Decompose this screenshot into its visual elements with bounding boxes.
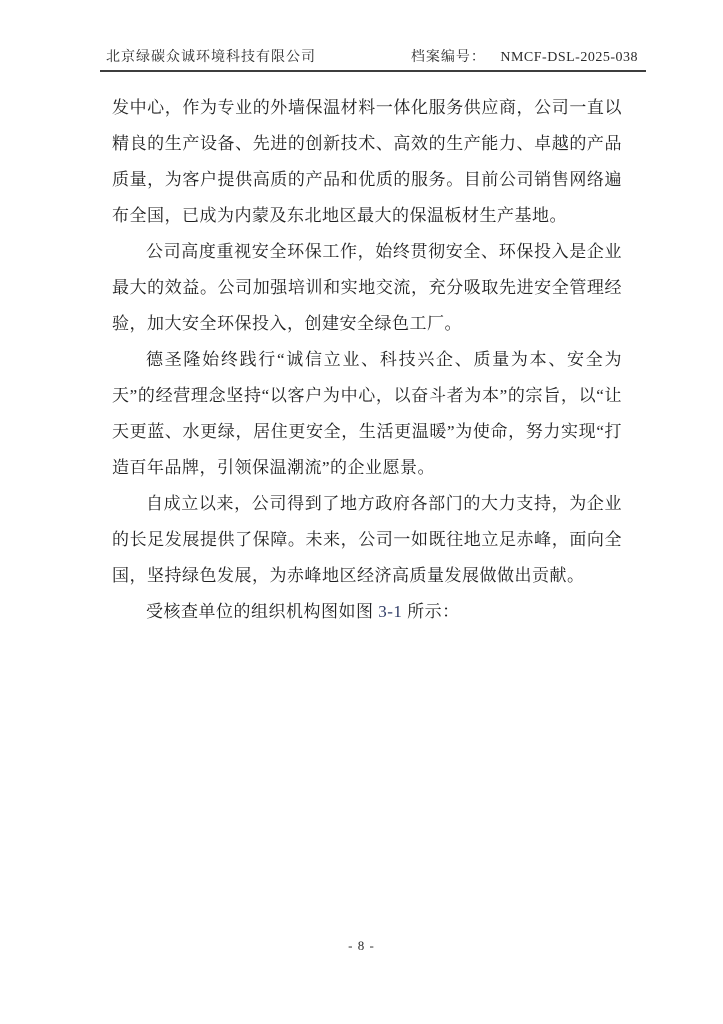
paragraph-continuation: 发中心，作为专业的外墙保温材料一体化服务供应商，公司一直以精良的生产设备、先进的创新技术、高效的生产能力、卓越的产品质量，为客户提供高质的产品和优质的服务。目前公司销售网络遍布全国，已成为内蒙及东北地区最大的保温板材生产基地。 — [112, 98, 622, 225]
figure-intro-suffix: 所示： — [402, 602, 460, 621]
file-number-label: 档案编号： — [410, 50, 486, 65]
page-header — [106, 46, 638, 66]
paragraph-philosophy: 德圣隆始终践行“诚信立业、科技兴企、质量为本、安全为天”的经营理念坚持“以客户为中心，以奋斗者为本”的宗旨，以“让天更蓝、水更绿，居住更安全，生活更温暖”为使命，努力实现“打造百年品牌，引领保温潮流”的企业愿景。 — [112, 350, 622, 477]
company-name: 北京绿碳众诚环境科技有限公司 — [106, 50, 316, 65]
page-footer — [0, 938, 723, 954]
paragraph-safety: 公司高度重视安全环保工作，始终贯彻安全、环保投入是企业最大的效益。公司加强培训和实地交流，充分吸取先进安全管理经验，加大安全环保投入，创建安全绿色工厂。 — [112, 242, 622, 333]
header-divider — [100, 70, 646, 72]
figure-reference-link[interactable]: 3-1 — [378, 602, 403, 621]
file-number — [411, 46, 638, 66]
file-number-value: NMCF-DSL-2025-038 — [500, 50, 638, 65]
body-text — [112, 90, 622, 630]
figure-intro-prefix: 受核查单位的组织机构图如图 — [146, 602, 379, 621]
paragraph-development: 自成立以来，公司得到了地方政府各部门的大力支持，为企业的长足发展提供了保障。未来，公司一如既往地立足赤峰，面向全国，坚持绿色发展，为赤峰地区经济高质量发展做做出贡献。 — [112, 494, 622, 585]
paragraph-figure-intro — [112, 594, 622, 630]
page-number: - 8 - — [348, 938, 375, 953]
